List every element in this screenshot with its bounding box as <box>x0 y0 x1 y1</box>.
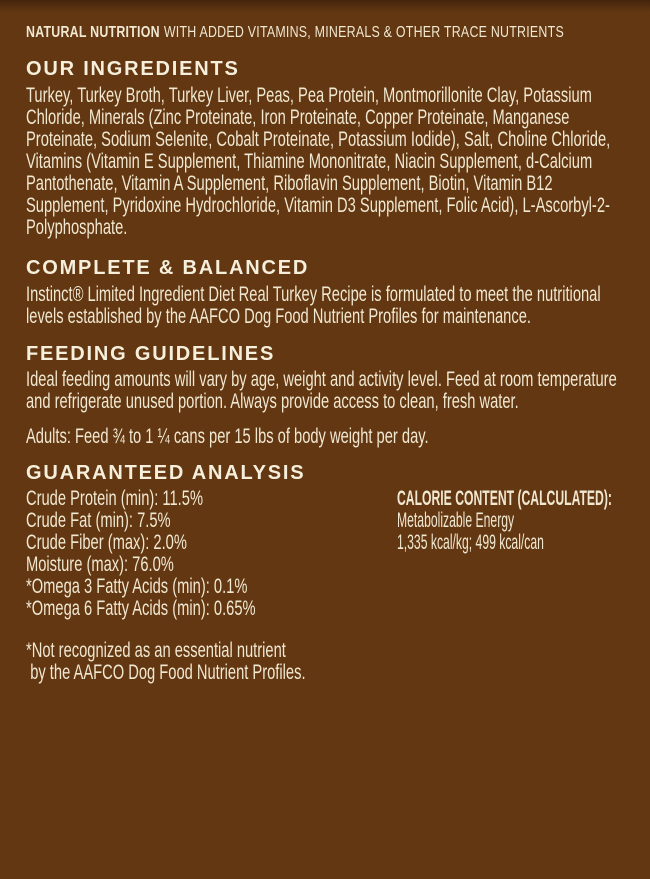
tagline <box>26 25 624 41</box>
analysis-item-omega3: *Omega 3 Fatty Acids (min): 0.1% <box>26 575 248 598</box>
analysis-item-crude-fiber: Crude Fiber (max): 2.0% <box>26 531 187 554</box>
complete-balanced-paragraph: Instinct® Limited Ingredient Diet Real Turkey Recipe is formulated to meet the nutritional levels established by the AAFCO Dog Food Nutrient Profiles for maintenance. <box>26 283 601 328</box>
adults-feeding-line: Adults: Feed ¾ to 1 ¼ cans per 15 lbs of body weight per day. <box>26 425 429 448</box>
analysis-item-crude-protein: Crude Protein (min): 11.5% <box>26 487 204 510</box>
top-edge-shadow <box>0 0 650 12</box>
calorie-content-heading: CALORIE CONTENT (CALCULATED): <box>397 487 612 510</box>
calorie-content-block <box>397 488 624 554</box>
complete-balanced-heading: COMPLETE & BALANCED <box>26 257 310 279</box>
analysis-item-omega6: *Omega 6 Fatty Acids (min): 0.65% <box>26 597 256 620</box>
ingredients-paragraph: Turkey, Turkey Broth, Turkey Liver, Peas, Pea Protein, Montmorillonite Clay, Potassium Chloride, Minerals (Zinc Proteinate, Iron Proteinate, Copper Proteinate, Manganese Proteinate, Sodium Selenite, Cobalt Proteinate, Potassium Iodide), Salt, Choline Chloride, Vitamins (Vitamin E Supplement, Thiamine Mononitrate, Niacin Supplement, d-Calcium Pantothenate, Vitamin A Supplement, Riboflavin Supplement, Biotin, Vitamin B12 Supplement, Pyridoxine Hydrochloride, Vitamin D3 Supplement, Folic Acid), L-Ascorbyl-2-Polyphosphate. <box>26 84 611 239</box>
tagline-rest: WITH ADDED VITAMINS, MINERALS & OTHER TRACE NUTRIENTS <box>163 24 564 41</box>
guaranteed-analysis-heading: GUARANTEED ANALYSIS <box>26 462 306 484</box>
footnote-line2: by the AAFCO Dog Food Nutrient Profiles. <box>30 661 306 684</box>
feeding-guidelines-heading: FEEDING GUIDELINES <box>26 343 276 365</box>
footnote-line1: *Not recognized as an essential nutrient <box>26 639 286 662</box>
label-content <box>0 25 650 684</box>
ingredients-heading: OUR INGREDIENTS <box>26 58 240 80</box>
analysis-list <box>26 488 397 620</box>
calorie-content-values: 1,335 kcal/kg; 499 kcal/can <box>397 531 544 554</box>
tagline-lead: NATURAL NUTRITION <box>26 24 160 41</box>
analysis-item-crude-fat: Crude Fat (min): 7.5% <box>26 509 171 532</box>
feeding-guidelines-paragraph: Ideal feeding amounts will vary by age, weight and activity level. Feed at room temperature and refrigerate unused portion. Always provide access to clean, fresh water. <box>26 368 617 413</box>
calorie-content-energy: Metabolizable Energy <box>397 509 515 532</box>
analysis-item-moisture: Moisture (max): 76.0% <box>26 553 174 576</box>
footnote <box>26 640 624 684</box>
guaranteed-analysis-columns <box>26 488 624 620</box>
